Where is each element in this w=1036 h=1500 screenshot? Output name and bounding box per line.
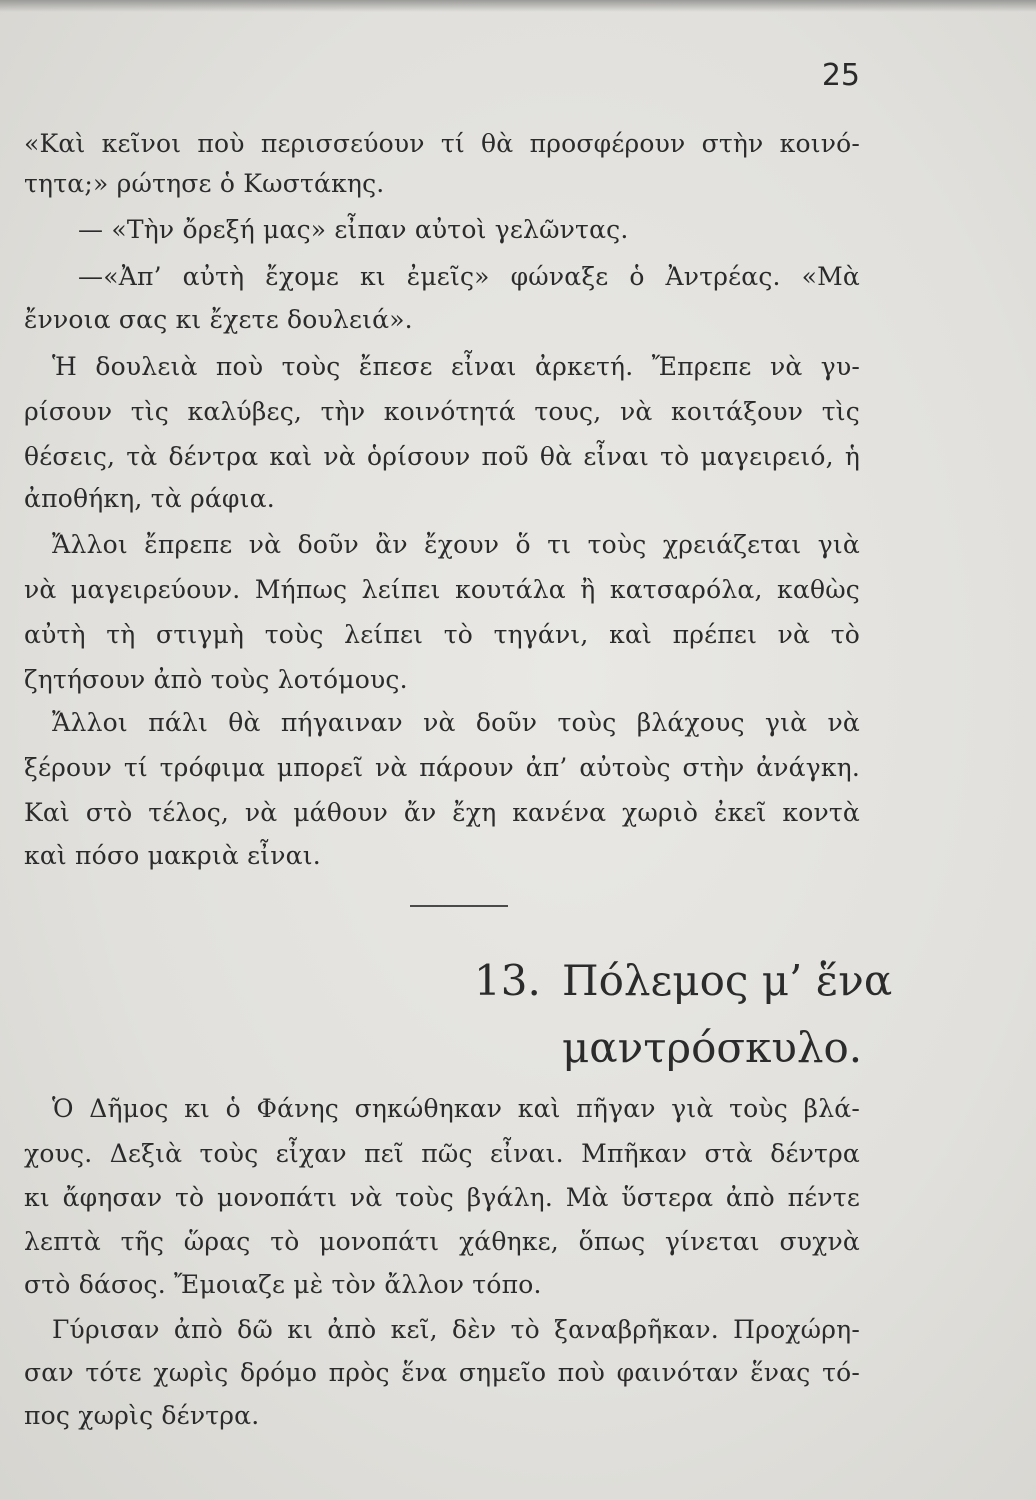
text-line: πος χωρὶς δέντρα.: [24, 1401, 260, 1430]
text-line: θέσεις, τὰ δέντρα καὶ νὰ ὁρίσουν ποῦ θὰ εἶναι τὸ μαγειρειό, ἡ: [24, 442, 860, 471]
text-line: ρίσουν τὶς καλύβες, τὴν κοινότητά τους, νὰ κοιτάξουν τὶς: [24, 397, 860, 426]
text-line: Ἡ δουλειὰ ποὺ τοὺς ἔπεσε εἶναι ἀρκετή. Ἔπρεπε νὰ γυ-: [52, 352, 860, 381]
section-divider: [410, 905, 508, 907]
text-line: ἔννοια σας κι ἔχετε δουλειά».: [24, 305, 413, 334]
text-line: κι ἄφησαν τὸ μονοπάτι νὰ τοὺς βγάλη. Μὰ ὕστερα ἀπὸ πέντε: [24, 1183, 860, 1212]
scan-top-edge: [0, 0, 1036, 12]
text-line: Ἄλλοι πάλι θὰ πήγαιναν νὰ δοῦν τοὺς βλάχους γιὰ νὰ: [52, 708, 860, 737]
text-line: Καὶ στὸ τέλος, νὰ μάθουν ἄν ἔχη κανένα χωριὸ ἐκεῖ κοντὰ: [24, 798, 860, 827]
text-line: τητα;» ρώτησε ὁ Κωστάκης.: [24, 169, 385, 198]
chapter-title-line-1: Πόλεμος μ’ ἕνα: [562, 956, 893, 1005]
text-line: —«Ἀπ’ αὐτὴ ἔχομε κι ἐμεῖς» φώναξε ὁ Ἀντρέας. «Μὰ: [78, 262, 860, 291]
text-line: σαν τότε χωρὶς δρόμο πρὸς ἕνα σημεῖο ποὺ φαινόταν ἕνας τό-: [24, 1358, 860, 1387]
page-number: 25: [821, 58, 860, 93]
text-line: Ὁ Δῆμος κι ὁ Φάνης σηκώθηκαν καὶ πῆγαν γιὰ τοὺς βλά-: [52, 1094, 860, 1123]
chapter-number: 13.: [474, 956, 541, 1005]
text-line: ξέρουν τί τρόφιμα μπορεῖ νὰ πάρουν ἀπ’ αὐτοὺς στὴν ἀνάγκη.: [24, 753, 860, 782]
text-line: ζητήσουν ἀπὸ τοὺς λοτόμους.: [24, 665, 408, 694]
text-line: καὶ πόσο μακριὰ εἶναι.: [24, 841, 321, 870]
text-line: Ἄλλοι ἔπρεπε νὰ δοῦν ἂν ἔχουν ὅ τι τοὺς χρειάζεται γιὰ: [52, 530, 860, 559]
text-line: στὸ δάσος. Ἔμοιαζε μὲ τὸν ἄλλον τόπο.: [24, 1270, 542, 1299]
text-line: λεπτὰ τῆς ὥρας τὸ μονοπάτι χάθηκε, ὅπως γίνεται συχνὰ: [24, 1227, 860, 1256]
text-line: Γύρισαν ἀπὸ δῶ κι ἀπὸ κεῖ, δὲν τὸ ξαναβρῆκαν. Προχώρη-: [52, 1315, 860, 1344]
chapter-title-line-2: μαντρόσκυλο.: [562, 1023, 863, 1072]
text-line: αὐτὴ τὴ στιγμὴ τοὺς λείπει τὸ τηγάνι, καὶ πρέπει νὰ τὸ: [24, 620, 860, 649]
text-line: — «Τὴν ὄρεξή μας» εἶπαν αὐτοὶ γελῶντας.: [78, 215, 629, 244]
text-line: νὰ μαγειρεύουν. Μήπως λείπει κουτάλα ἢ κατσαρόλα, καθὼς: [24, 575, 860, 604]
text-line: «Καὶ κεῖνοι ποὺ περισσεύουν τί θὰ προσφέρουν στὴν κοινό-: [24, 129, 860, 158]
text-line: ἀποθήκη, τὰ ράφια.: [24, 484, 275, 513]
text-line: χους. Δεξιὰ τοὺς εἶχαν πεῖ πῶς εἶναι. Μπῆκαν στὰ δέντρα: [24, 1139, 860, 1168]
